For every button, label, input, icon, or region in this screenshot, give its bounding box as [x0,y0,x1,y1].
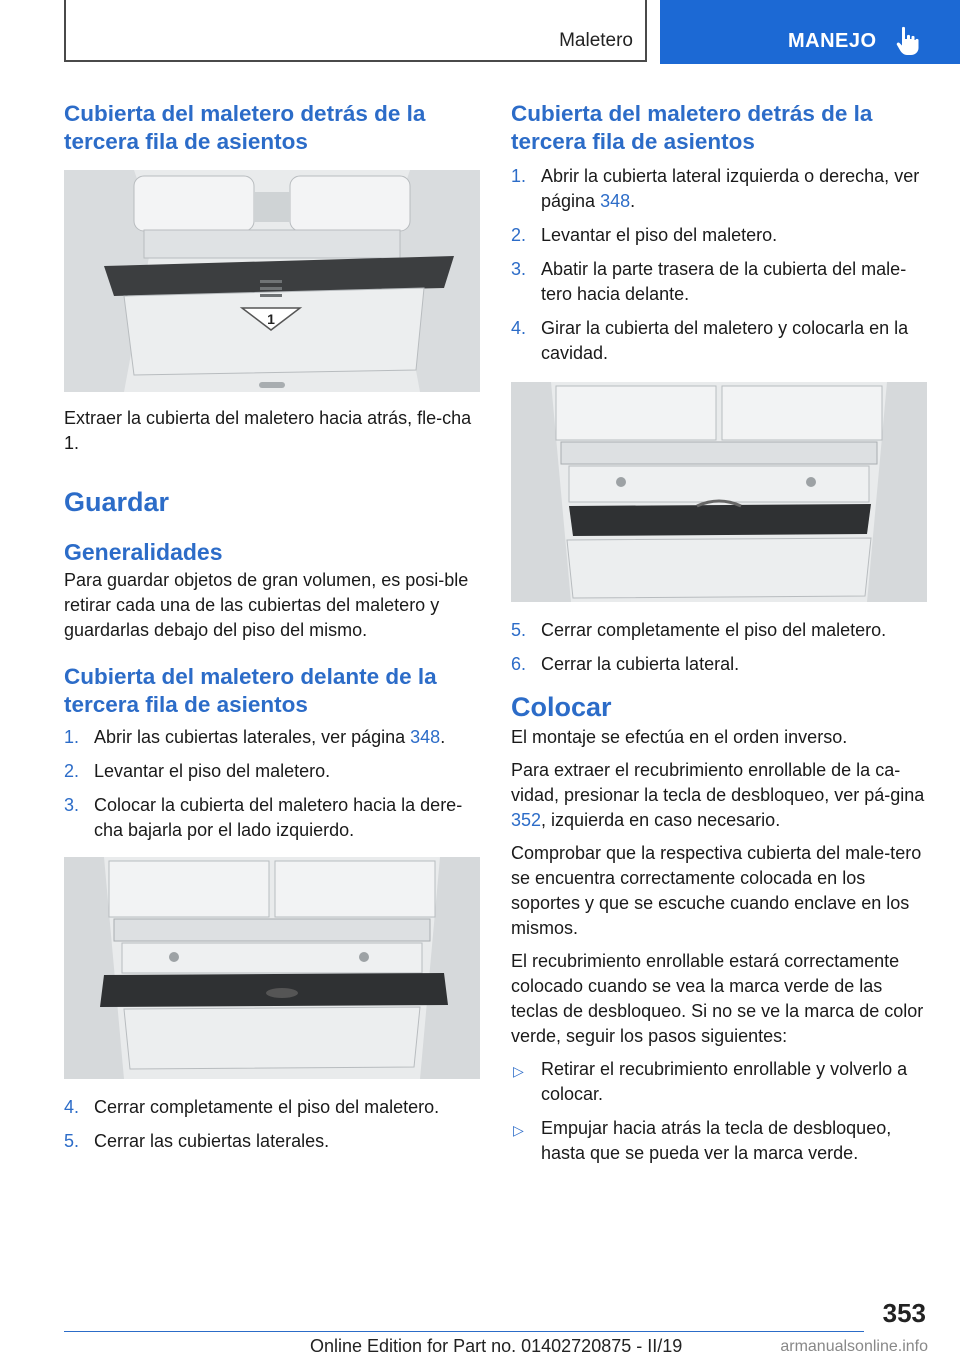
step-number: 2. [511,225,527,245]
page-link[interactable]: 352 [511,810,542,830]
list-item [511,1116,927,1166]
section-title-colocar: Colocar [511,692,612,722]
bullet-list [511,1057,927,1166]
step-text: Levantar el piso del maletero. [541,225,778,245]
step-number: 3. [511,259,527,279]
step-number: 2. [64,761,80,781]
list-item [64,759,480,784]
steps-list-right-a [511,164,927,366]
page-number: 353 [882,1298,926,1328]
footer-edition: Online Edition for Part no. 01402720875 - II/19 [310,1336,683,1356]
steps-list-b [64,1095,480,1154]
figure-trunk-cover-extract [64,170,480,392]
intro-paragraph: Para guardar objetos de gran volumen, es posi-ble retirar cada una de las cubiertas del maletero y guardarlas debajo del piso del mismo. [64,570,469,640]
trunk-illustration-1 [64,170,480,392]
triangle-bullet-icon: ▷ [513,1122,524,1138]
step-number: 4. [64,1097,80,1117]
footer-site: armanualsonline.info [780,1338,928,1355]
paragraph-2 [511,758,927,833]
page-link[interactable]: 348 [410,727,441,747]
step-text: Cerrar la cubierta lateral. [541,654,740,674]
footer-divider [64,1331,864,1332]
step-number: 4. [511,318,527,338]
paragraph-3: Comprobar que la respectiva cubierta del male-tero se encuentra correctamente colocada en los soportes y que se escuche cuando enclave en los mismos. [511,843,922,938]
step-number: 6. [511,654,527,674]
paragraph-2-text: Para extraer el recubrimiento enrollable de la ca-vidad, presionar la tecla de desbloqueo, ver pá-gina [511,760,925,805]
list-item [64,725,480,750]
bullet-text: Retirar el recubrimiento enrollable y volverlo a colocar. [541,1059,908,1104]
paragraph-4: El recubrimiento enrollable estará correctamente colocado cuando se vea la marca verde de las teclas de desbloqueo. Si no se ve la marca de color verde, seguir los pasos siguientes: [511,951,924,1046]
heading-cover-before-third-row: Cubierta del maletero delante de la tercera fila de asientos [64,664,437,717]
step-text: Cerrar las cubiertas laterales. [94,1131,330,1151]
heading-cover-behind-third-row-right: Cubierta del maletero detrás de la tercera fila de asientos [511,101,873,154]
trunk-illustration-3 [511,382,927,602]
list-item [64,1095,480,1120]
list-item [511,316,927,366]
step-punct: . [440,727,446,747]
paragraph-1: El montaje se efectúa en el orden inverso. [511,727,848,747]
subsection-title-generalidades: Generalidades [64,539,223,565]
triangle-bullet-icon: ▷ [513,1063,524,1079]
header-section-box [64,0,647,62]
list-item [64,793,480,843]
left-column [64,100,480,1163]
list-item [511,164,927,214]
steps-list-right-b [511,618,927,677]
step-text: Girar la cubierta del maletero y colocarla en la cavidad. [541,318,909,363]
bullet-text: Empujar hacia atrás la tecla de desbloqueo, hasta que se pueda ver la marca verde. [541,1118,892,1163]
step-text: Colocar la cubierta del maletero hacia la dere-cha bajarla por el lado izquierdo. [94,795,463,840]
section-title-guardar: Guardar [64,487,170,517]
list-item [511,223,927,248]
trunk-illustration-2 [64,857,480,1079]
list-item [511,1057,927,1107]
page-link[interactable]: 348 [600,191,631,211]
step-text: Levantar el piso del maletero. [94,761,331,781]
step-number: 5. [511,620,527,640]
figure-trunk-cover-stowed-front [64,857,480,1079]
step-number: 1. [511,166,527,186]
step-text: Abatir la parte trasera de la cubierta del male-tero hacia delante. [541,259,907,304]
list-item [511,618,927,643]
header-chapter-title: MANEJO [788,30,877,52]
step-text: Abrir la cubierta lateral izquierda o derecha, ver página [541,166,920,211]
list-item [511,257,927,307]
steps-list-a [64,725,480,843]
step-text: Abrir las cubiertas laterales, ver página [94,727,411,747]
header-section-title: Maletero [559,30,633,51]
step-number: 1. [64,727,80,747]
list-item [511,652,927,677]
figure1-caption: Extraer la cubierta del maletero hacia atrás, fle-cha 1. [64,408,472,453]
step-number: 3. [64,795,80,815]
hand-pointer-icon [896,26,922,56]
step-text: Cerrar completamente el piso del maletero. [541,620,887,640]
step-text: Cerrar completamente el piso del maletero. [94,1097,440,1117]
list-item [64,1129,480,1154]
right-column [511,100,927,1175]
heading-cover-behind-third-row: Cubierta del maletero detrás de la tercera fila de asientos [64,101,426,154]
header-chapter-tab[interactable] [660,0,960,64]
step-number: 5. [64,1131,80,1151]
step-punct: . [630,191,636,211]
paragraph-2-tail: , izquierda en caso necesario. [541,810,781,830]
figure-trunk-cover-stowed-rear [511,382,927,602]
figure-arrow-label: 1 [267,311,275,327]
